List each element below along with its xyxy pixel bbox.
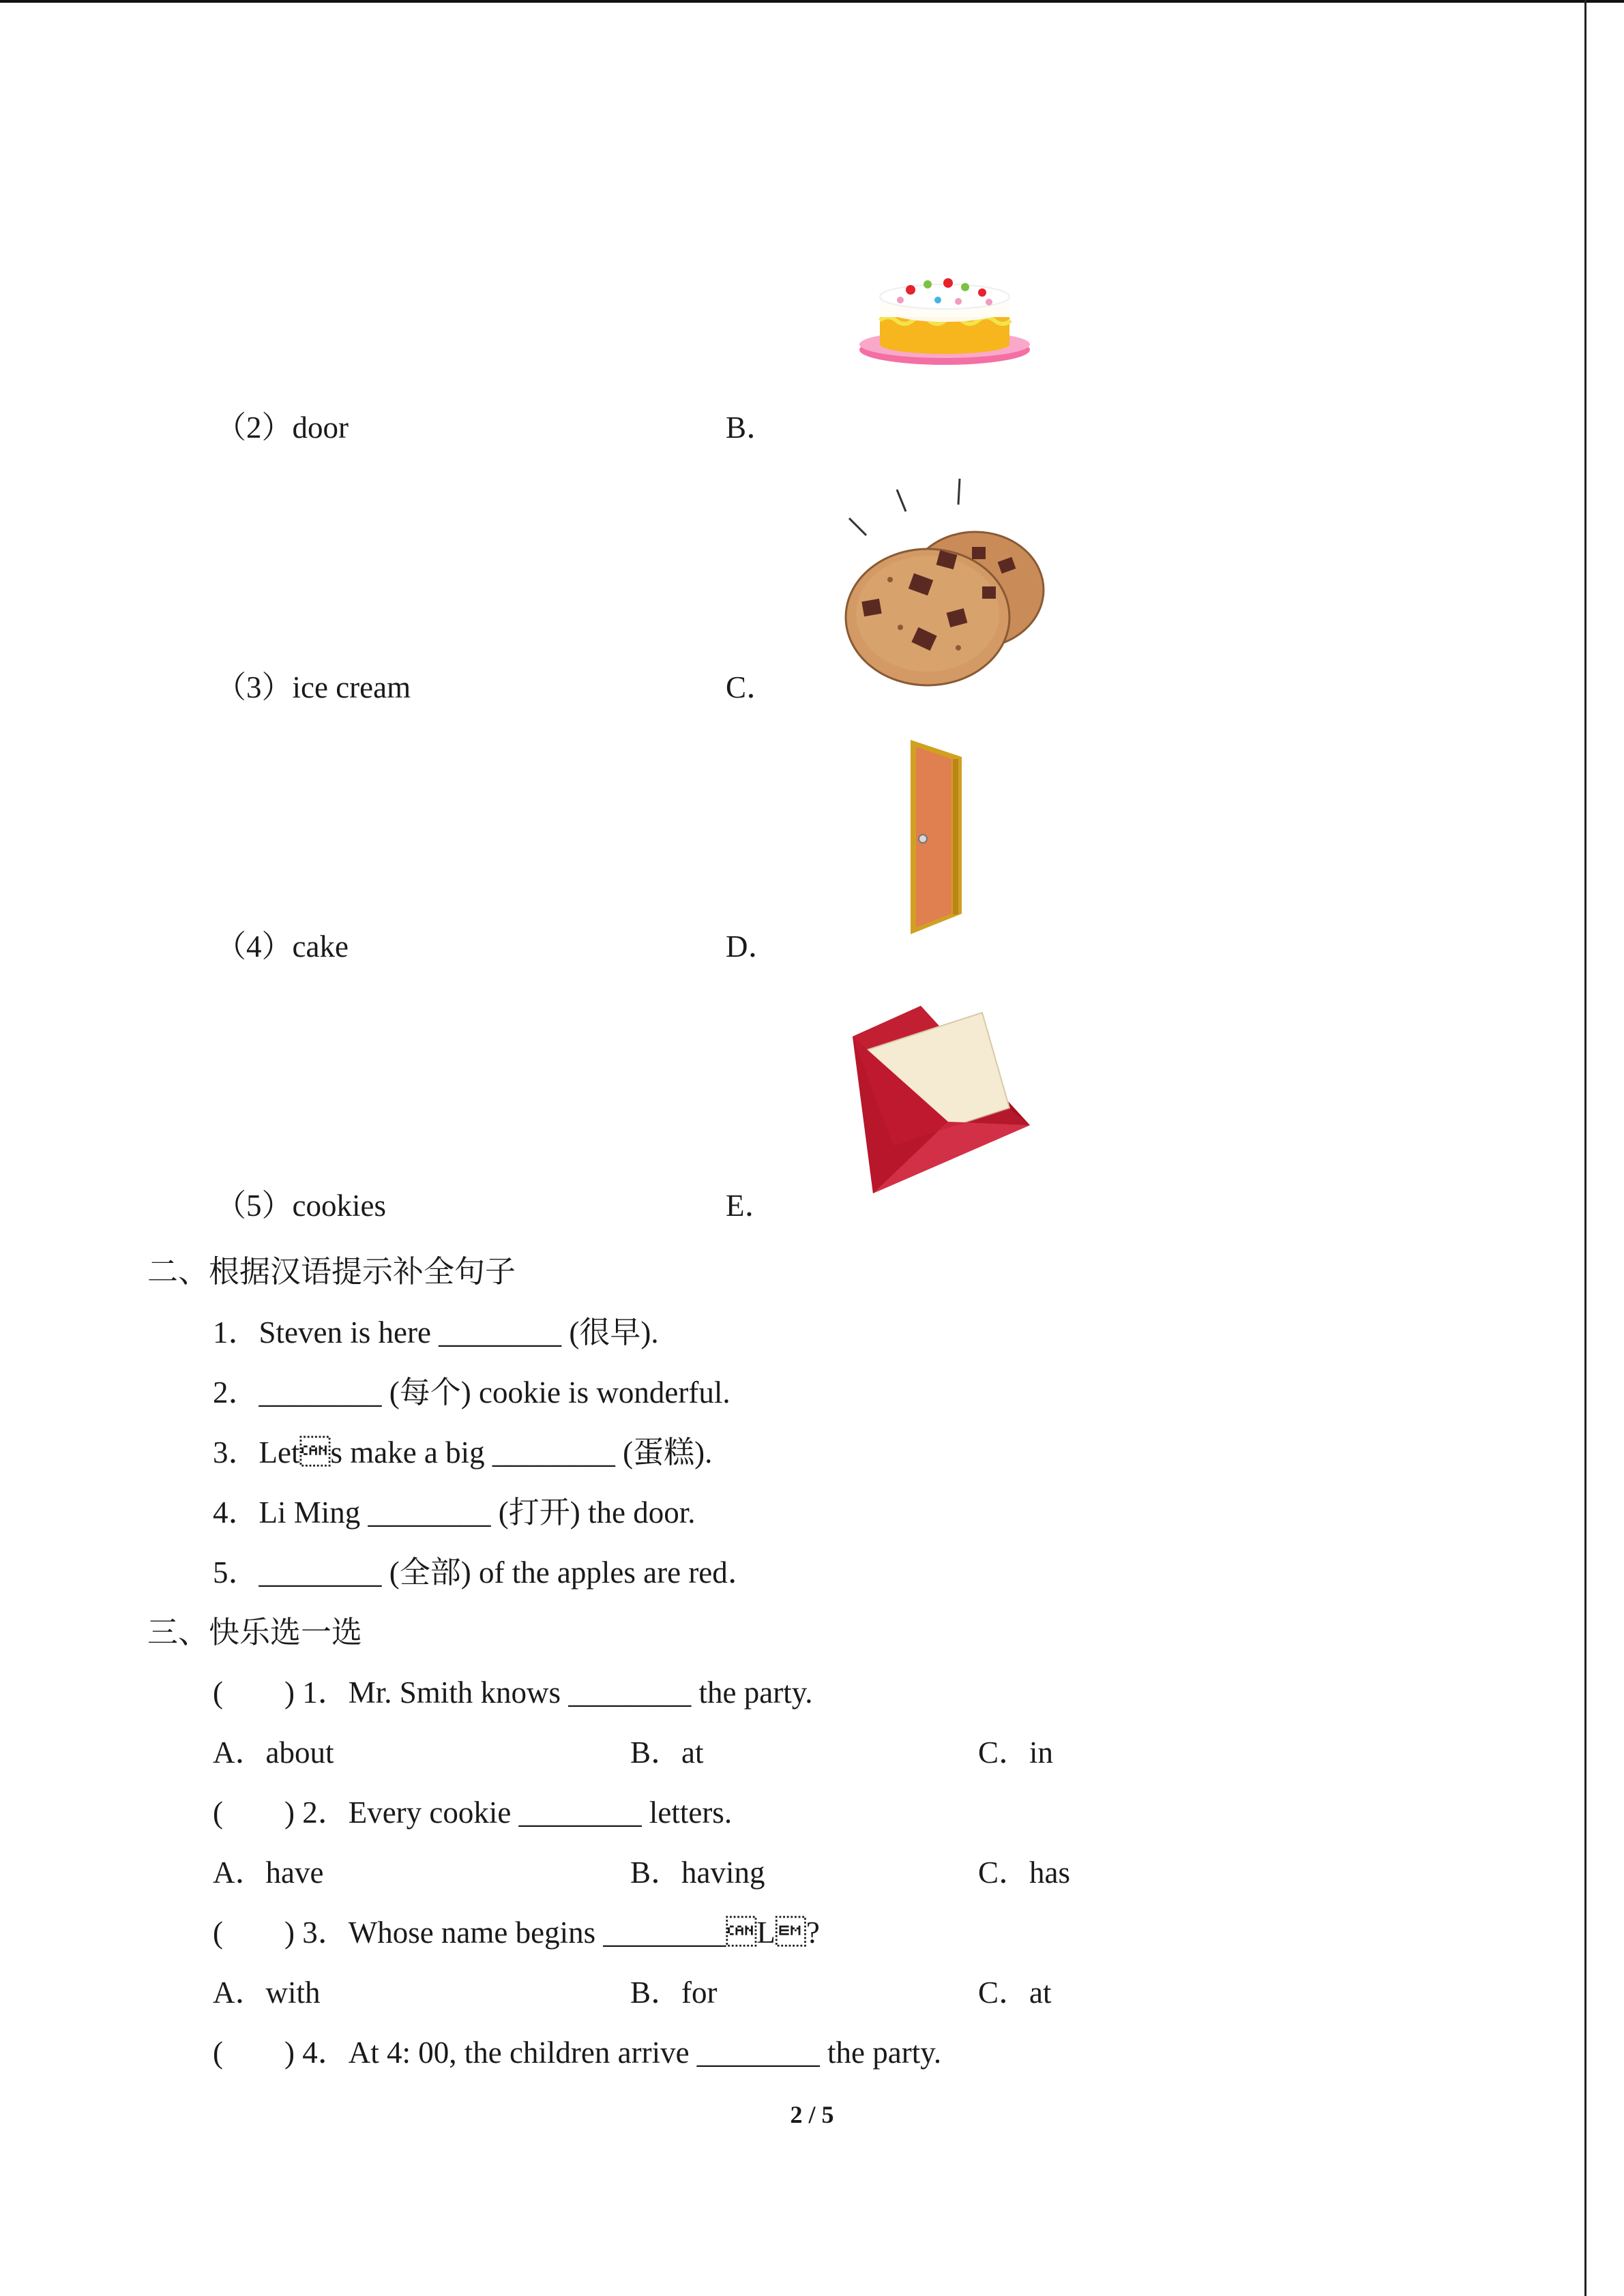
question-2-option-a: A．have <box>213 1855 324 1890</box>
section2-heading: 二、根据汉语提示补全句子 <box>147 1255 516 1289</box>
question-1-option-b: B．at <box>630 1735 704 1770</box>
section2-line-4: 4．Li Ming ________ (打开) the door. <box>213 1495 696 1530</box>
question-3-option-b: B．for <box>630 1976 718 2010</box>
match-item-right-d: D． <box>726 929 779 964</box>
cookies-image <box>836 471 1054 696</box>
question-2-option-b: B．having <box>630 1855 765 1890</box>
match-item-right-c: C． <box>726 670 778 704</box>
question-3-option-a: A．with <box>213 1976 321 2010</box>
question-4-stem: ( ) 4．At 4: 00, the children arrive ________ the party. <box>213 2036 942 2070</box>
match-item-left-4: （4）cake <box>216 929 349 964</box>
match-item-left-3: （3）ice cream <box>216 670 411 704</box>
top-border-line <box>0 0 1624 3</box>
question-1-stem: ( ) 1．Mr. Smith knows ________ the party. <box>213 1675 813 1710</box>
question-3-stem: ( ) 3．Whose name begins ________L? <box>213 1915 820 1950</box>
match-item-right-b: B． <box>726 411 778 445</box>
section2-line-5: 5．________ (全部) of the apples are red． <box>213 1555 758 1590</box>
question-2-option-c: C．has <box>978 1855 1071 1890</box>
question-1-option-a: A．about <box>213 1735 334 1770</box>
section2-line-2: 2．________ (每个) cookie is wonderful. <box>213 1375 730 1410</box>
question-2-stem: ( ) 2．Every cookie ________ letters. <box>213 1795 733 1830</box>
match-item-left-5: （5）cookies <box>216 1189 386 1223</box>
section3-heading: 三、快乐选一选 <box>147 1615 363 1650</box>
question-3-option-c: C．at <box>978 1976 1052 2010</box>
section2-line-1: 1．Steven is here ________ (很早). <box>213 1315 659 1350</box>
birthday-cake-image <box>853 269 1037 372</box>
match-item-left-2: （2）door <box>216 411 349 445</box>
door-image <box>904 740 969 938</box>
right-border-line <box>1584 0 1586 2296</box>
section2-line-3: 3．Lets make a big ________ (蛋糕). <box>213 1435 713 1470</box>
red-envelope-letter-image <box>846 999 1037 1200</box>
page-number: 2 / 5 <box>790 2101 834 2128</box>
question-1-option-c: C．in <box>978 1735 1054 1770</box>
match-item-right-e: E． <box>726 1189 776 1223</box>
